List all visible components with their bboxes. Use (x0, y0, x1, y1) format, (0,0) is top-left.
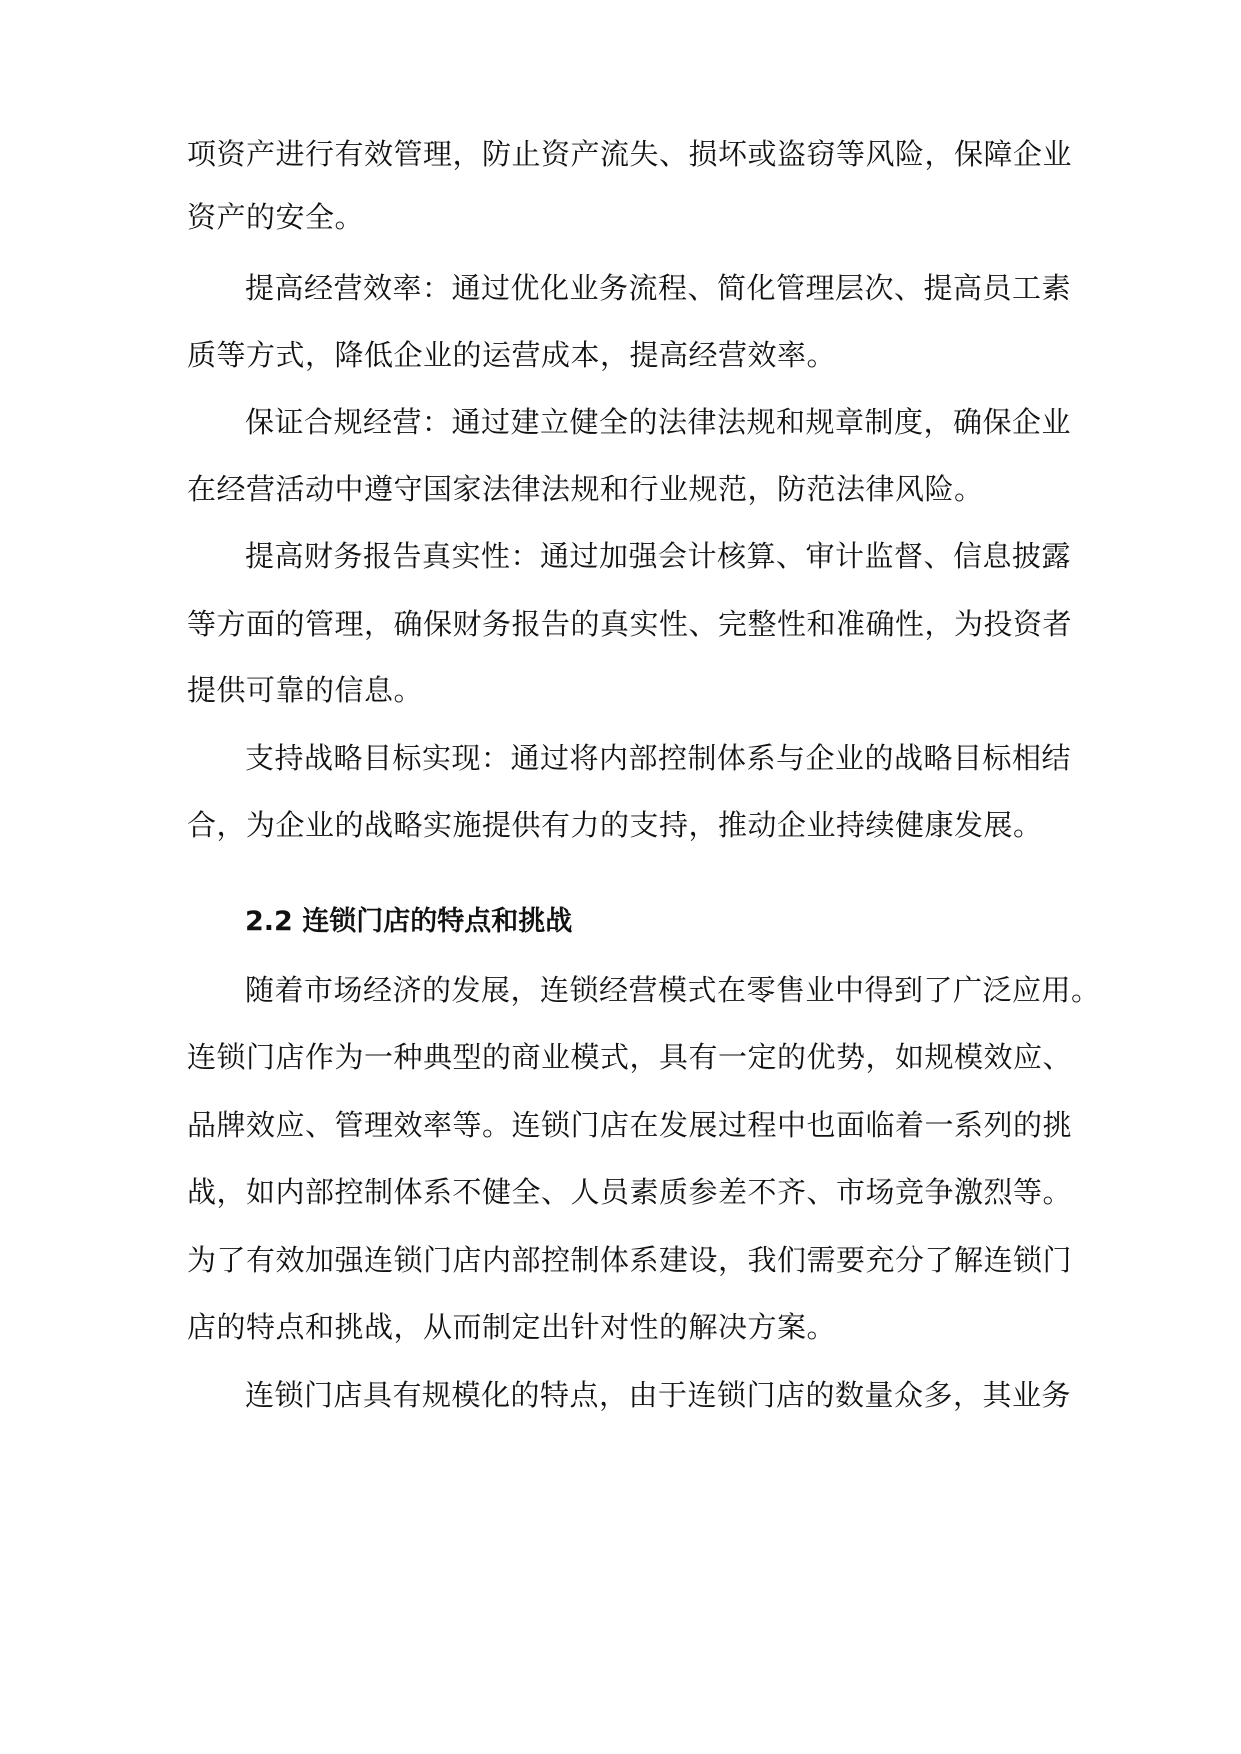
paragraph-line: 在经营活动中遵守国家法律法规和行业规范，防范法律风险。 (187, 472, 984, 506)
paragraph-line: 连锁门店具有规模化的特点，由于连锁门店的数量众多，其业务 (245, 1378, 1072, 1412)
paragraph-line: 连锁门店作为一种典型的商业模式，具有一定的优势，如规模效应、 (187, 1040, 1073, 1074)
paragraph-line: 随着市场经济的发展，连锁经营模式在零售业中得到了广泛应用。 (245, 973, 1101, 1007)
paragraph-line: 支持战略目标实现：通过将内部控制体系与企业的战略目标相结 (245, 741, 1072, 775)
paragraph-line: 等方面的管理，确保财务报告的真实性、完整性和准确性，为投资者 (187, 607, 1073, 641)
paragraph-line: 合，为企业的战略实施提供有力的支持，推动企业持续健康发展。 (187, 808, 1043, 842)
section-heading: 2.2 连锁门店的特点和挑战 (245, 906, 573, 937)
paragraph-line: 提高财务报告真实性：通过加强会计核算、审计监督、信息披露 (245, 539, 1072, 573)
paragraph-line: 店的特点和挑战，从而制定出针对性的解决方案。 (187, 1310, 837, 1344)
paragraph-line: 质等方式，降低企业的运营成本，提高经营效率。 (187, 338, 837, 372)
paragraph-line: 提高经营效率：通过优化业务流程、简化管理层次、提高员工素 (245, 271, 1072, 305)
paragraph-line: 项资产进行有效管理，防止资产流失、损坏或盗窃等风险，保障企业 (187, 137, 1073, 171)
paragraph-line: 品牌效应、管理效率等。连锁门店在发展过程中也面临着一系列的挑 (187, 1108, 1073, 1142)
paragraph-line: 为了有效加强连锁门店内部控制体系建设，我们需要充分了解连锁门 (187, 1243, 1073, 1277)
paragraph-line: 资产的安全。 (187, 200, 365, 234)
paragraph-line: 提供可靠的信息。 (187, 673, 424, 707)
paragraph-line: 战，如内部控制体系不健全、人员素质参差不齐、市场竞争激烈等。 (187, 1175, 1073, 1209)
paragraph-line: 保证合规经营：通过建立健全的法律法规和规章制度，确保企业 (245, 405, 1072, 439)
